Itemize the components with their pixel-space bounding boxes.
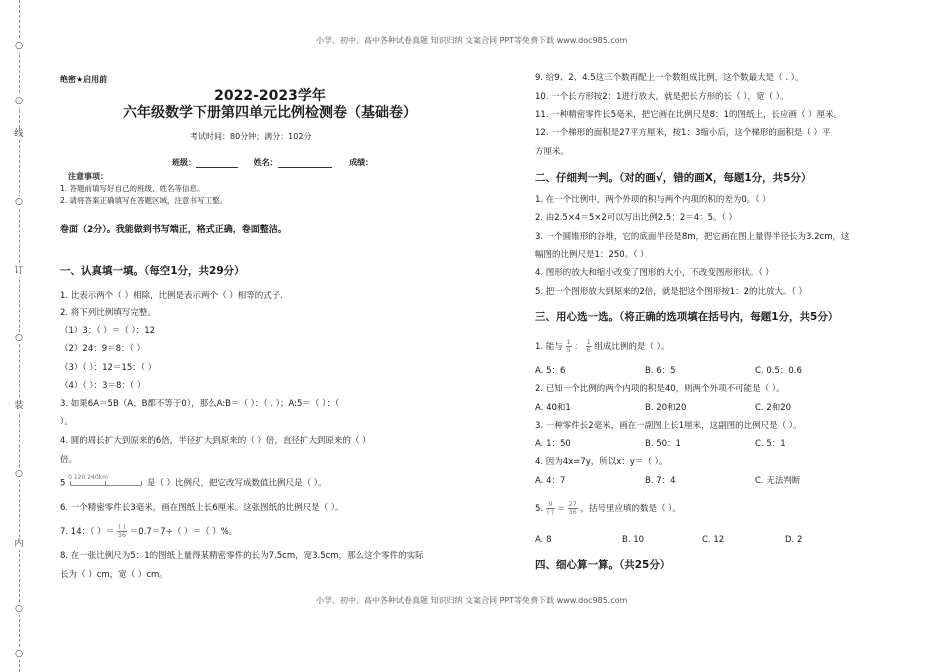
line-scale-bar	[70, 485, 142, 486]
choice-option: D. 2	[785, 535, 803, 545]
choice-item: 4. 因为4x=7y，所以x：y＝（ ）。	[535, 457, 668, 467]
class-label: 班级：	[172, 158, 196, 167]
choice-option: A. 8	[535, 535, 552, 545]
choice-option: B. 20和20	[645, 403, 687, 413]
choice-option: A. 5：6	[535, 366, 566, 376]
fraction	[546, 501, 555, 516]
choice-item: 3. 一种零件长2毫米，画在一副图上长1厘米，这副图的比例尺是（ ）。	[535, 421, 802, 431]
ratio-colon: ：	[574, 342, 583, 352]
choice-option: C. 5：1	[755, 439, 786, 449]
notice-item: 2. 请将答案正确填写在答题区域，注意书写工整。	[60, 196, 228, 205]
question-subitem: （3）（ ）：12＝15：（ ）	[60, 363, 157, 373]
question-continuation: ）。	[60, 417, 73, 427]
section-heading-fill: 一、认真填一填。（每空1分，共29分）	[60, 265, 245, 277]
choice-option: B. 6：5	[645, 366, 676, 376]
paper-face-note: 卷面（2分）。我能做到书写端正，格式正确，卷面整洁。	[60, 225, 287, 235]
fraction-denominator: 36	[117, 531, 127, 539]
question-text: 7. 14：（ ）＝	[60, 527, 115, 537]
question-item: 6. 一个精密零件长3毫米，画在图纸上长6厘米。这张图纸的比例尺是（ ）。	[60, 503, 344, 513]
student-info-row	[172, 157, 373, 168]
binding-circle: ○	[12, 332, 26, 344]
question-text: ＝0.7＝7÷（ ）＝（ ）%。	[129, 527, 238, 537]
binding-circle: ○	[12, 196, 26, 208]
judge-item: 4. 图形的放大和缩小改变了图形的大小，不改变图形形状。（ ）	[535, 268, 774, 278]
fraction-denominator: 5	[566, 346, 571, 354]
fraction-numerator: ( )	[118, 523, 126, 531]
name-label: 姓名：	[253, 158, 278, 167]
choice-option: B. 10	[622, 535, 645, 545]
question-item: 11. 一种精密零件长5毫米，把它画在比例尺是8：1的图纸上，长应画（ ）厘米。	[535, 110, 843, 120]
question-text: 1. 能与	[535, 342, 563, 352]
exam-info: 考试时间：80分钟；满分：102分	[190, 132, 312, 141]
line-scale-tick	[70, 481, 71, 485]
section-heading-judge: 二、仔细判一判。（对的画√，错的画X，每题1分，共5分）	[535, 172, 812, 184]
fraction-numerator: 1	[566, 338, 571, 346]
question-text: 是（ ）比例尺，把它改写成数值比例尺是（ ）。	[146, 478, 327, 489]
page-title: 六年级数学下册第四单元比例检测卷（基础卷）	[123, 105, 417, 121]
binding-circle: ○	[12, 648, 26, 660]
question-continuation: 长为（ ）cm，宽（ ）cm。	[60, 570, 168, 580]
question-continuation: 倍。	[60, 455, 78, 465]
question-text: 5.	[535, 504, 544, 514]
judge-item: 1. 在一个比例中，两个外项的积与两个内项的积的差为0。（ ）	[535, 195, 771, 205]
page-title-year: 2022-2023学年	[214, 88, 326, 104]
name-field[interactable]	[278, 158, 332, 168]
fraction	[568, 501, 578, 516]
choice-item: 2. 已知一个比例的两个内项的积是40，则两个外项不可能是（ ）。	[535, 384, 785, 394]
line-scale-tick	[105, 481, 106, 485]
fraction-numerator: 9	[546, 501, 555, 509]
binding-circle: ○	[12, 603, 26, 615]
question-subitem: （2）24：9＝8：（ ）	[60, 344, 145, 354]
binding-circle: ○	[12, 40, 26, 52]
choice-option: A. 1：50	[535, 439, 571, 449]
choice-option: C. 12	[702, 535, 725, 545]
secret-label: 绝密★启用前	[60, 75, 108, 84]
notice-item: 1. 答题前填写好自己的班级、姓名等信息。	[60, 184, 205, 193]
question-item: 4. 圆的周长扩大到原来的6倍，半径扩大到原来的（ ）倍，直径扩大到原来的（ ）	[60, 436, 371, 446]
equals-sign: =	[557, 504, 565, 514]
question-item: 9. 给9、2、4.5这三个数再配上一个数组成比例，这个数最大是（ . ）。	[535, 73, 804, 83]
section-heading-choice: 三、用心选一选。（将正确的选项填在括号内，每题1分，共5分）	[535, 311, 839, 323]
binding-circle: ○	[12, 95, 26, 107]
choice-item	[535, 501, 681, 516]
line-scale-tick	[141, 481, 142, 485]
fraction-numerator: 27	[568, 500, 577, 508]
section-heading-calc: 四、细心算一算。（共25分）	[535, 559, 671, 571]
binding-char-order: 订	[12, 265, 26, 277]
notice-heading: 注意事项：	[68, 172, 108, 181]
question-text: 组成比例的是（ ）。	[594, 342, 670, 352]
fraction-denominator: 36	[568, 508, 577, 516]
question-item: 1. 比表示两个（ ）相除，比例是表示两个（ ）相等的式子.	[60, 291, 283, 301]
choice-option: A. 40和1	[535, 403, 571, 413]
question-text: ，括号里应填的数是（ ）。	[580, 504, 681, 514]
question-continuation: 方厘米。	[535, 147, 570, 157]
choice-option: B. 7：4	[645, 476, 676, 486]
choice-option: C. 0.5：0.6	[755, 366, 802, 376]
question-subitem: （1）3：（ ）＝（ ）：12	[60, 326, 156, 336]
judge-continuation: 幅图的比例尺是1：250。（ ）	[535, 250, 649, 260]
question-item	[60, 524, 237, 539]
fraction-numerator: 1	[586, 338, 591, 346]
question-item: 2. 将下列比例填写完整。	[60, 308, 156, 318]
judge-item: 5. 把一个图形放大到原来的2倍，就是把这个图形按1：2的比放大。（ ）	[535, 287, 807, 297]
fraction	[566, 339, 572, 354]
score-label: 成绩：	[349, 158, 374, 167]
question-item: 8. 在一张比例尺为5：1的图纸上量得某精密零件的长为7.5cm，宽3.5cm，那么这个零件的实际	[60, 551, 424, 561]
fraction-denominator: 6	[586, 346, 591, 354]
choice-option: A. 4：7	[535, 476, 566, 486]
class-field[interactable]	[196, 158, 238, 168]
page-footer: 小学、初中、高中各种试卷真题 知识归纳 文案合同 PPT等免费下载 www.doc985.com	[316, 596, 628, 605]
question-subitem: （4）（ ）：3＝8：（ ）	[60, 381, 146, 391]
judge-item: 3. 一个圆锥形的谷堆，它的底面半径是8m，把它画在图上量得半径长为3.2cm，这	[535, 232, 850, 242]
choice-option: C. 2和20	[755, 403, 792, 413]
choice-option: C. 无法判断	[755, 476, 801, 486]
binding-char-line: 线	[12, 128, 26, 140]
line-scale-labels: 0 120 240km	[68, 474, 108, 481]
page-header: 小学、初中、高中各种试卷真题 知识归纳 文案合同 PPT等免费下载 www.doc985.com	[316, 36, 628, 45]
fraction	[586, 339, 592, 354]
binding-char-inner: 内	[12, 538, 26, 550]
binding-margin	[0, 0, 44, 672]
question-item	[60, 476, 326, 490]
question-number: 5	[60, 478, 66, 489]
fraction	[117, 524, 127, 539]
question-item: 3. 如果6A＝5B（A、B都不等于0），那么A:B＝（ ）：（ . ）；A:5＝（ ）：（	[60, 399, 340, 409]
question-item: 10. 一个长方形按2：1进行放大，就是把长方形的长（ ），宽（ ）。	[535, 92, 789, 102]
binding-circle: ○	[12, 468, 26, 480]
choice-item	[535, 339, 669, 354]
binding-char-bind: 装	[12, 400, 26, 412]
question-item: 12. 一个梯形的面积是27平方厘米，按1：3缩小后，这个梯形的面积是（ ）平	[535, 128, 831, 138]
fraction-denominator: ( )	[546, 508, 554, 516]
choice-option: B. 50：1	[645, 439, 681, 449]
judge-item: 2. 由2.5×4＝5×2可以写出比例2.5：2＝4：5。（ ）	[535, 213, 737, 223]
line-scale-diagram	[68, 476, 144, 490]
